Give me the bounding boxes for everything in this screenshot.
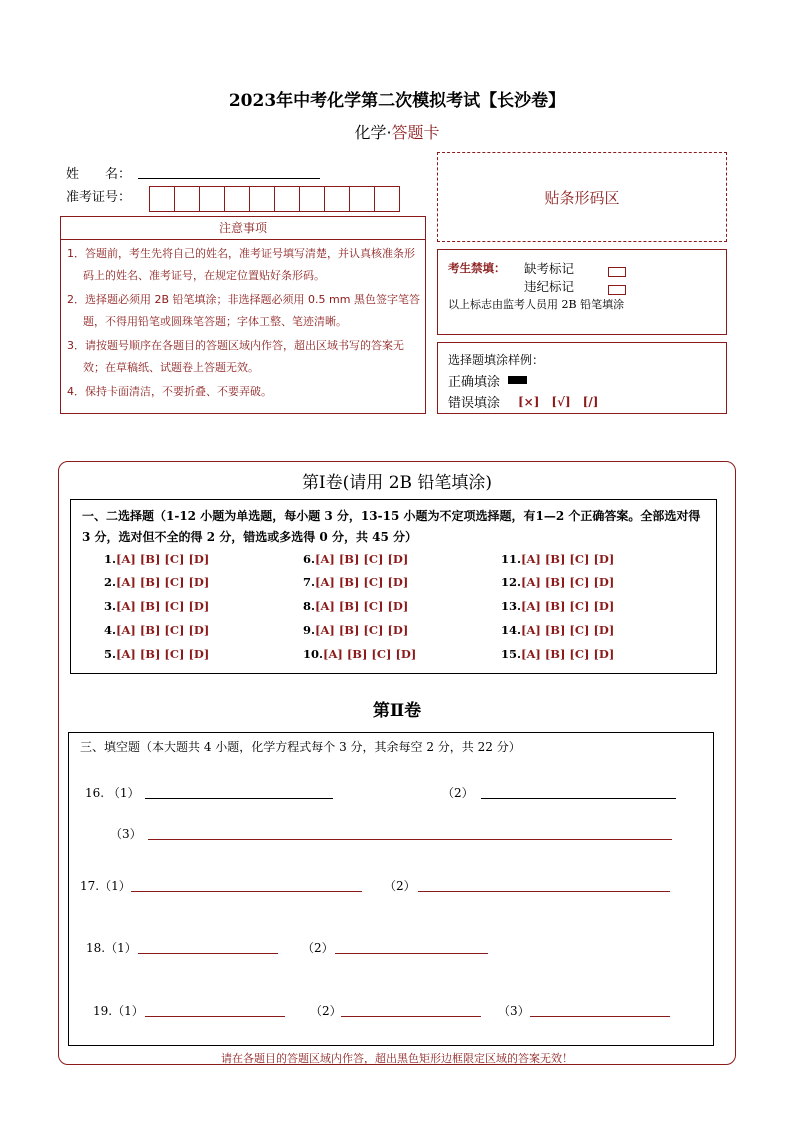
name-field[interactable]: [138, 178, 320, 179]
examiner-mark-box: [437, 249, 727, 335]
part1-title: 第Ⅰ卷(请用 2B 铅笔填涂): [301, 473, 493, 493]
mc-question[interactable]: 15.[A] [B] [C] [D]: [501, 647, 615, 661]
absent-mark-box[interactable]: [608, 261, 626, 280]
mc-question[interactable]: 2.[A] [B] [C] [D]: [104, 575, 210, 589]
q19-blank-2[interactable]: [341, 1016, 481, 1017]
violation-label: 违纪标记: [524, 279, 575, 294]
mc-question[interactable]: 6.[A] [B] [C] [D]: [303, 552, 409, 566]
notice-item: 3．请按题号顺序在各题目的答题区域内作答，超出区域书写的答案无效；在草稿纸、试题卷上答题无效。: [67, 339, 404, 374]
id-digit-box[interactable]: [224, 186, 250, 212]
notice-item: 2．选择题必须用 2B 铅笔填涂；非选择题必须用 0.5 mm 黑色签字笔答题，不得用铅笔或圆珠笔答题；字体工整、笔迹清晰。: [67, 293, 420, 328]
part1-instruction: 一、二选择题（1-12 小题为单选题，每小题 3 分，13-15 小题为不定项选择题，有1—2 个正确答案。全部选对得 3 分，选对但不全的得 2 分，错选或多选得 0 分，共 45 分）: [82, 509, 701, 544]
notice-box: [60, 216, 426, 414]
q19-label: 19.（1）: [93, 1004, 144, 1018]
mc-question[interactable]: 4.[A] [B] [C] [D]: [104, 623, 210, 637]
part2-instruction: 三、填空题（本大题共 4 小题，化学方程式每个 3 分，其余每空 2 分，共 22 分）: [80, 740, 521, 754]
q16-3-label: （3）: [110, 827, 142, 841]
name-label: 姓 名：: [66, 167, 132, 182]
q16-blank-1[interactable]: [145, 798, 333, 799]
id-label: 准考证号：: [66, 190, 132, 205]
q18-2-label: （2）: [302, 941, 334, 955]
mc-question[interactable]: 12.[A] [B] [C] [D]: [501, 575, 615, 589]
id-digit-box[interactable]: [274, 186, 300, 212]
mc-question[interactable]: 9.[A] [B] [C] [D]: [303, 623, 409, 637]
correct-label: 正确填涂: [448, 375, 501, 390]
fill-sample-box: [437, 342, 727, 414]
page-title: 2023年中考化学第二次模拟考试【长沙卷】: [228, 91, 566, 111]
footer-warning: 请在各题目的答题区域内作答，超出黑色矩形边框限定区域的答案无效！: [221, 1052, 573, 1065]
wrong-label: 错误填涂: [448, 396, 501, 411]
id-digit-box[interactable]: [324, 186, 350, 212]
mc-question[interactable]: 8.[A] [B] [C] [D]: [303, 599, 409, 613]
id-digit-box[interactable]: [199, 186, 225, 212]
q19-blank-3[interactable]: [530, 1016, 670, 1017]
q16-blank-3[interactable]: [148, 839, 672, 840]
id-digit-box[interactable]: [374, 186, 400, 212]
mc-question[interactable]: 13.[A] [B] [C] [D]: [501, 599, 615, 613]
q19-blank-1[interactable]: [145, 1016, 285, 1017]
id-number-grid[interactable]: [150, 186, 400, 212]
id-digit-box[interactable]: [249, 186, 275, 212]
q16-blank-2[interactable]: [481, 798, 676, 799]
id-digit-box[interactable]: [174, 186, 200, 212]
correct-fill-sample: [508, 376, 527, 384]
mc-question[interactable]: 1.[A] [B] [C] [D]: [104, 552, 210, 566]
mc-question[interactable]: 10.[A] [B] [C] [D]: [303, 647, 417, 661]
mc-question[interactable]: 14.[A] [B] [C] [D]: [501, 623, 615, 637]
q19-2-label: （2）: [310, 1004, 342, 1018]
forbid-label: 考生禁填：: [448, 261, 506, 275]
sample-title: 选择题填涂样例：: [448, 353, 545, 367]
absent-label: 缺考标记: [524, 261, 575, 276]
q18-blank-1[interactable]: [138, 953, 278, 954]
q17-blank-1[interactable]: [131, 891, 362, 892]
notice-item: 4．保持卡面清洁，不要折叠、不要弄破。: [67, 385, 272, 398]
id-digit-box[interactable]: [349, 186, 375, 212]
mc-question[interactable]: 5.[A] [B] [C] [D]: [104, 647, 210, 661]
part2-title: 第Ⅱ卷: [372, 701, 422, 721]
mc-question[interactable]: 11.[A] [B] [C] [D]: [501, 552, 615, 566]
barcode-area: 贴条形码区: [437, 152, 727, 242]
q17-blank-2[interactable]: [418, 891, 670, 892]
subtitle-card: 答题卡: [391, 123, 440, 142]
q19-3-label: （3）: [498, 1004, 530, 1018]
notice-heading: 注意事项: [61, 217, 425, 240]
subtitle-subject: 化学·: [354, 123, 392, 142]
q16-label: 16. （1）: [85, 786, 140, 800]
wrong-fill-samples: [×] [√] [/]: [518, 395, 599, 409]
forbid-note: 以上标志由监考人员用 2B 铅笔填涂: [448, 298, 625, 311]
mc-question[interactable]: 7.[A] [B] [C] [D]: [303, 575, 409, 589]
q17-label: 17.（1）: [80, 879, 131, 893]
q18-blank-2[interactable]: [335, 953, 488, 954]
q17-2-label: （2）: [384, 879, 416, 893]
notice-item: 1．答题前，考生先将自己的姓名，准考证号填写清楚，并认真核准条形码上的姓名、准考证号，在规定位置贴好条形码。: [67, 247, 415, 282]
mc-question[interactable]: 3.[A] [B] [C] [D]: [104, 599, 210, 613]
page-subtitle: [0, 120, 794, 143]
id-digit-box[interactable]: [149, 186, 175, 212]
q16-2-label: （2）: [442, 786, 474, 800]
id-digit-box[interactable]: [299, 186, 325, 212]
q18-label: 18.（1）: [86, 941, 137, 955]
